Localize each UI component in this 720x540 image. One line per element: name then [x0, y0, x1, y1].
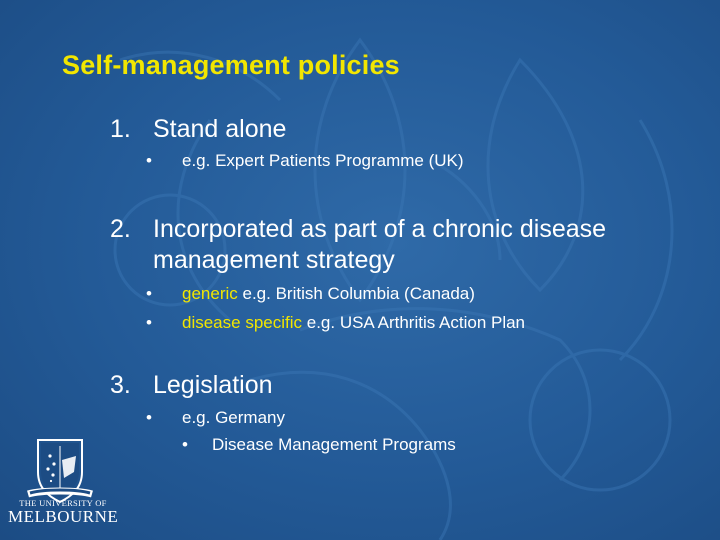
list-number: 1.	[110, 115, 131, 143]
list-item-text: Legislation	[153, 371, 273, 399]
bullet-text: Disease Management Programs	[212, 435, 456, 454]
bullet-icon: •	[146, 313, 152, 332]
university-name: MELBOURNE	[8, 507, 119, 526]
slide-title: Self-management policies	[62, 50, 400, 80]
university-prefix: THE UNIVERSITY OF	[19, 498, 107, 508]
bullet-icon: •	[146, 284, 152, 303]
bullet-rest-text: e.g. USA Arthritis Action Plan	[302, 313, 526, 332]
highlight-text: disease specific	[182, 313, 303, 332]
bullet-icon: •	[146, 151, 152, 170]
bullet-text: e.g. Expert Patients Programme (UK)	[182, 151, 464, 170]
list-item-text: management strategy	[153, 246, 395, 274]
bullet-text	[182, 283, 475, 305]
bullet-text: e.g. Germany	[182, 408, 285, 427]
university-wordmark	[8, 498, 118, 527]
list-number: 2.	[110, 215, 131, 243]
bullet-icon: •	[182, 435, 188, 454]
highlight-text: generic	[182, 284, 238, 303]
list-number: 3.	[110, 371, 131, 399]
list-item-text: Stand alone	[153, 115, 287, 143]
bullet-rest-text: e.g. British Columbia (Canada)	[237, 284, 475, 303]
bullet-icon: •	[146, 408, 152, 427]
list-item-text: Incorporated as part of a chronic disease	[153, 215, 607, 243]
bullet-text	[182, 312, 525, 334]
